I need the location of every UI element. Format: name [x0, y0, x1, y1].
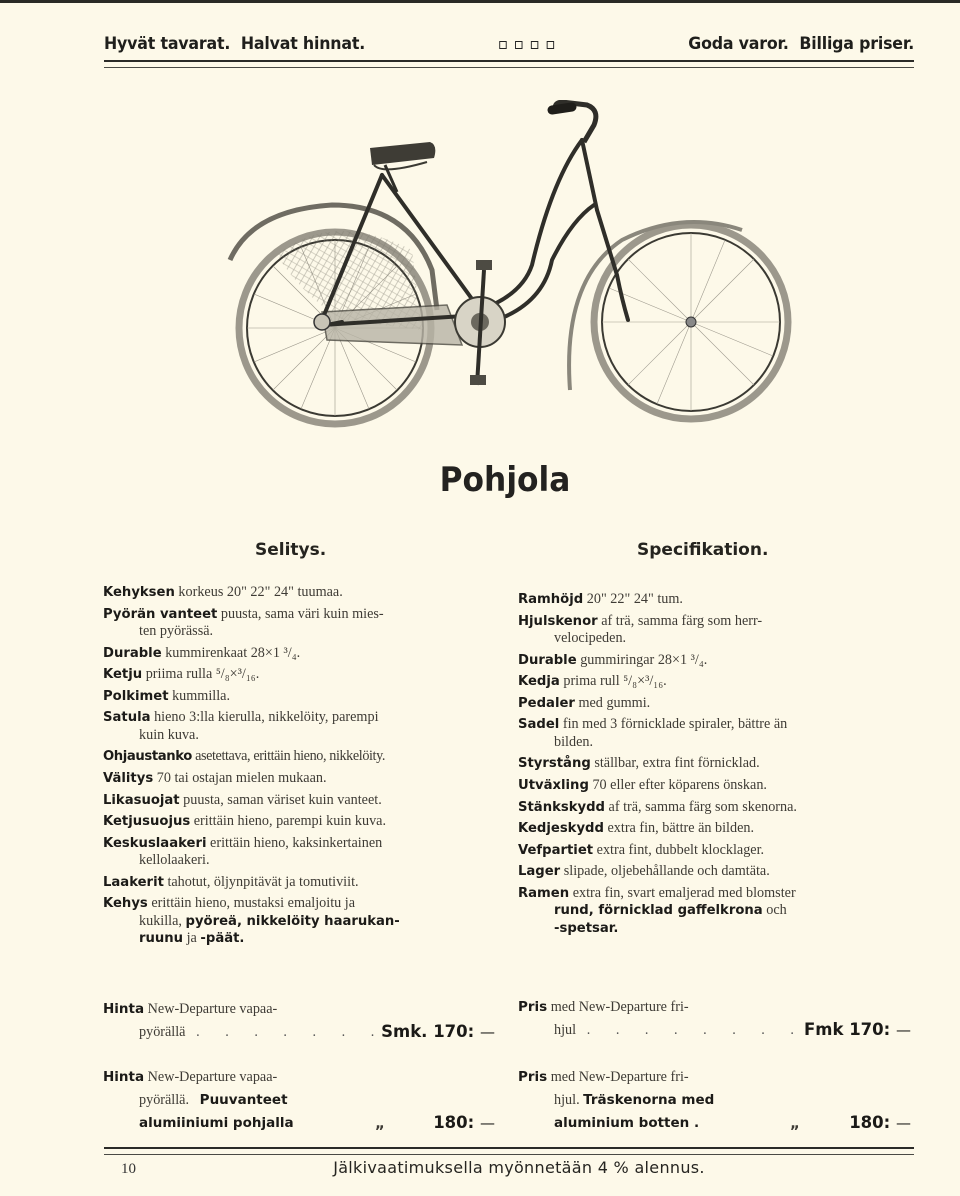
header-double-rule [104, 60, 914, 68]
spec-entry: Durable gummiringar 28×1 ³/₄. [518, 651, 708, 668]
spec-entry: Durable kummirenkaat 28×1 ³/₄. [103, 644, 301, 661]
product-title: Pohjola [439, 460, 571, 500]
spec-entry: Vefpartiet extra fint, dubbelt klocklager. [518, 841, 765, 858]
header-slogan-swedish: Goda varor. Billiga priser. [688, 34, 915, 54]
spec-entry: Satula hieno 3:lla kierulla, nikkelöity, parempi kuin kuva. [103, 709, 379, 743]
price-amount: Smk. 170: — [381, 1022, 495, 1041]
spec-entry: Kehyksen korkeus 20" 22" 24" tuumaa. [103, 584, 343, 600]
price-amount: 180: — [849, 1113, 911, 1132]
price-amount: Fmk 170: — [804, 1020, 911, 1039]
spec-entry-frame: Kehys erittäin hieno, mustaksi emaljoitu ja kukilla, pyöreä, nikkelöity haarukan- ruunu ja -päät. [103, 895, 400, 947]
swedish-spec-list [518, 591, 914, 941]
spec-entry: Stänkskydd af trä, samma färg som skenorna. [518, 798, 797, 815]
spec-entry: Sadel fin med 3 förnicklade spiraler, bättre än bilden. [518, 716, 788, 750]
spec-entry: Keskuslaakeri erittäin hieno, kaksinkertainen kellolaakeri. [103, 834, 383, 869]
spec-entry: Polkimet kummilla. [103, 687, 231, 704]
finnish-price-2: Hinta New-Departure vapaa- pyörällä. Puuvanteet alumiiniumi pohjalla „ 180: — [103, 1066, 495, 1135]
footer-double-rule [104, 1147, 914, 1155]
swedish-price-1: Pris med New-Departure fri- hjul . . . . . . . . Fmk 170: — [518, 996, 911, 1042]
header-slogan-finnish: Hyvät tavarat. Halvat hinnat. [104, 34, 366, 54]
spec-entry: Utväxling 70 eller efter köparens önskan. [518, 776, 767, 793]
spec-entry: Ohjaustanko asetettava, erittäin hieno, nikkelöity. [103, 748, 386, 765]
spec-entry: Ketju priima rulla ⁵/₈×³/₁₆. [103, 666, 260, 683]
bicycle-illustration [222, 100, 822, 430]
spec-entry: Ramhöjd 20" 22" 24" tum. [518, 591, 683, 607]
spec-entry: Lager slipade, oljebehållande och damtäta. [518, 863, 770, 880]
finnish-price-1: Hinta New-Departure vapaa- pyörällä . . . . . . . Smk. 170: — [103, 998, 495, 1044]
finnish-spec-list [103, 584, 497, 952]
spec-entry: Likasuojat puusta, saman väriset kuin vanteet. [103, 791, 382, 808]
swedish-section-heading: Specifikation. [637, 540, 769, 560]
spec-entry: Ketjusuojus erittäin hieno, parempi kuin kuva. [103, 813, 387, 830]
price-amount: 180: — [433, 1113, 495, 1132]
swedish-price-2: Pris med New-Departure fri- hjul. Träskenorna med aluminium botten . „ 180: — [518, 1066, 911, 1135]
spec-entry: Laakerit tahotut, öljynpitävät ja tomutiviit. [103, 873, 359, 890]
footer-discount-note: Jälkivaatimuksella myönnetään 4 % alennus. [333, 1158, 705, 1177]
spec-entry: Styrstång ställbar, extra fint förnicklad. [518, 755, 760, 772]
page-top-edge [0, 0, 960, 3]
spec-entry: Pedaler med gummi. [518, 694, 651, 711]
ornament-squares-icon [499, 41, 554, 49]
spec-entry: Pyörän vanteet puusta, sama väri kuin mies- ten pyörässä. [103, 605, 384, 639]
page-header [104, 34, 914, 54]
page-number: 10 [121, 1161, 136, 1177]
spec-entry: Välitys 70 tai ostajan mielen mukaan. [103, 769, 327, 786]
spec-entry: Kedja prima rull ⁵/₈×³/₁₆. [518, 673, 667, 690]
finnish-section-heading: Selitys. [255, 540, 327, 560]
spec-entry-frame: Ramen extra fin, svart emaljerad med blomster rund, förnicklad gaffelkrona och -spetsar. [518, 884, 796, 936]
spec-entry: Kedjeskydd extra fin, bättre än bilden. [518, 820, 755, 837]
spec-entry: Hjulskenor af trä, samma färg som herr- velocipeden. [518, 612, 763, 646]
